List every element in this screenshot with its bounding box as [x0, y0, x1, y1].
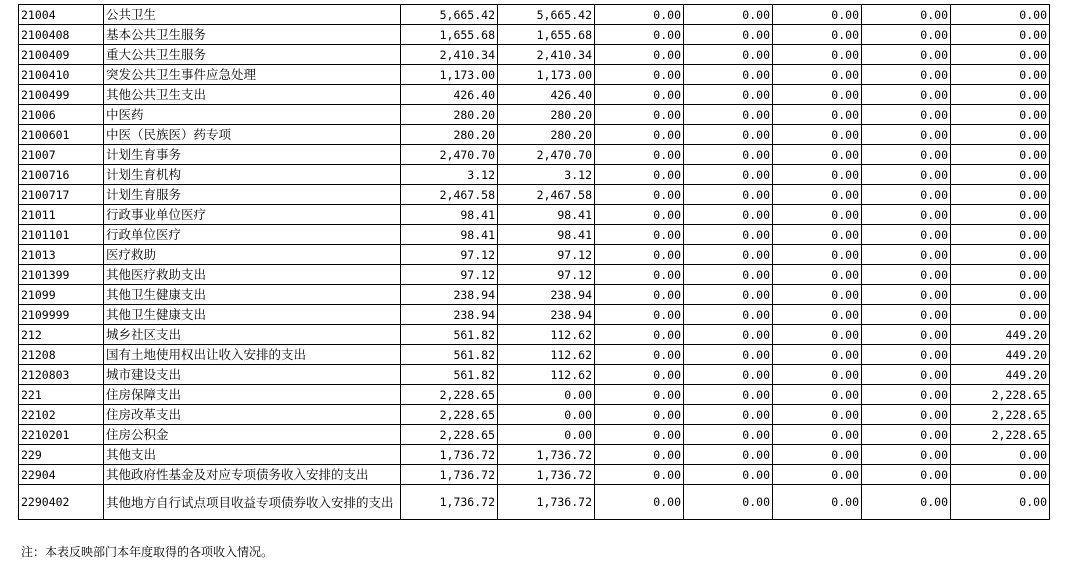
amount-cell: 0.00: [773, 25, 862, 45]
subject-code-cell: 2100499: [19, 85, 104, 105]
amount-cell: 0.00: [684, 185, 773, 205]
amount-cell: 2,467.58: [498, 185, 595, 205]
subject-code-cell: 21006: [19, 105, 104, 125]
amount-cell: 2,228.65: [951, 385, 1050, 405]
amount-cell: 0.00: [595, 345, 684, 365]
amount-cell: 0.00: [862, 125, 951, 145]
amount-cell: 0.00: [951, 165, 1050, 185]
amount-cell: 0.00: [595, 425, 684, 445]
table-row: [19, 185, 1050, 205]
amount-cell: 2,228.65: [951, 425, 1050, 445]
amount-cell: 0.00: [595, 125, 684, 145]
subject-code-cell: 2100409: [19, 45, 104, 65]
amount-cell: 0.00: [773, 105, 862, 125]
amount-cell: 0.00: [684, 105, 773, 125]
amount-cell: 0.00: [773, 145, 862, 165]
subject-code-cell: 21004: [19, 5, 104, 25]
amount-cell: 0.00: [773, 445, 862, 465]
amount-cell: 0.00: [595, 445, 684, 465]
amount-cell: 0.00: [684, 65, 773, 85]
subject-name-cell: 医疗救助: [104, 245, 401, 265]
amount-cell: 0.00: [684, 25, 773, 45]
amount-cell: 0.00: [684, 205, 773, 225]
amount-cell: 449.20: [951, 345, 1050, 365]
amount-cell: 280.20: [498, 125, 595, 145]
table-row: [19, 385, 1050, 405]
amount-cell: 2,228.65: [951, 405, 1050, 425]
amount-cell: 0.00: [595, 405, 684, 425]
table-body: [19, 5, 1050, 520]
amount-cell: 0.00: [951, 205, 1050, 225]
subject-code-cell: 22904: [19, 465, 104, 485]
amount-cell: 0.00: [773, 385, 862, 405]
amount-cell: 0.00: [595, 305, 684, 325]
table-row: [19, 225, 1050, 245]
amount-cell: 0.00: [684, 425, 773, 445]
amount-cell: 0.00: [862, 25, 951, 45]
amount-cell: 0.00: [684, 445, 773, 465]
amount-cell: 3.12: [401, 165, 498, 185]
amount-cell: 0.00: [595, 225, 684, 245]
amount-cell: 2,470.70: [401, 145, 498, 165]
amount-cell: 0.00: [773, 305, 862, 325]
amount-cell: 0.00: [862, 65, 951, 85]
subject-code-cell: 22102: [19, 405, 104, 425]
amount-cell: 0.00: [595, 85, 684, 105]
amount-cell: 0.00: [862, 85, 951, 105]
subject-name-cell: 突发公共卫生事件应急处理: [104, 65, 401, 85]
amount-cell: 0.00: [684, 45, 773, 65]
amount-cell: 426.40: [401, 85, 498, 105]
amount-cell: 0.00: [951, 305, 1050, 325]
amount-cell: 0.00: [595, 165, 684, 185]
amount-cell: 0.00: [595, 205, 684, 225]
amount-cell: 0.00: [951, 465, 1050, 485]
amount-cell: 238.94: [498, 305, 595, 325]
amount-cell: 1,736.72: [498, 485, 595, 520]
amount-cell: 0.00: [595, 65, 684, 85]
table-row: [19, 405, 1050, 425]
amount-cell: 112.62: [498, 345, 595, 365]
subject-name-cell: 计划生育机构: [104, 165, 401, 185]
amount-cell: 98.41: [498, 205, 595, 225]
amount-cell: 0.00: [862, 445, 951, 465]
amount-cell: 449.20: [951, 325, 1050, 345]
subject-name-cell: 行政单位医疗: [104, 225, 401, 245]
subject-code-cell: 2100601: [19, 125, 104, 145]
amount-cell: 0.00: [595, 465, 684, 485]
amount-cell: 0.00: [684, 145, 773, 165]
subject-code-cell: 2210201: [19, 425, 104, 445]
amount-cell: 0.00: [951, 265, 1050, 285]
subject-name-cell: 行政事业单位医疗: [104, 205, 401, 225]
amount-cell: 0.00: [595, 5, 684, 25]
subject-code-cell: 2101399: [19, 265, 104, 285]
subject-code-cell: 2120803: [19, 365, 104, 385]
amount-cell: 1,736.72: [401, 485, 498, 520]
amount-cell: 0.00: [498, 425, 595, 445]
table-row: [19, 305, 1050, 325]
table-row: [19, 425, 1050, 445]
amount-cell: 561.82: [401, 365, 498, 385]
amount-cell: 0.00: [684, 285, 773, 305]
amount-cell: 0.00: [773, 185, 862, 205]
amount-cell: 561.82: [401, 325, 498, 345]
amount-cell: 0.00: [951, 485, 1050, 520]
amount-cell: 0.00: [684, 365, 773, 385]
subject-name-cell: 其他医疗救助支出: [104, 265, 401, 285]
amount-cell: 0.00: [773, 65, 862, 85]
amount-cell: 0.00: [595, 285, 684, 305]
amount-cell: 0.00: [862, 265, 951, 285]
amount-cell: 2,228.65: [401, 385, 498, 405]
amount-cell: 2,228.65: [401, 425, 498, 445]
amount-cell: 0.00: [951, 185, 1050, 205]
amount-cell: 0.00: [773, 45, 862, 65]
amount-cell: 0.00: [684, 305, 773, 325]
amount-cell: 0.00: [862, 325, 951, 345]
amount-cell: 0.00: [684, 325, 773, 345]
amount-cell: 1,173.00: [401, 65, 498, 85]
subject-name-cell: 城市建设支出: [104, 365, 401, 385]
amount-cell: 98.41: [401, 205, 498, 225]
amount-cell: 0.00: [773, 265, 862, 285]
amount-cell: 0.00: [773, 205, 862, 225]
amount-cell: 0.00: [951, 45, 1050, 65]
amount-cell: 1,173.00: [498, 65, 595, 85]
amount-cell: 0.00: [862, 105, 951, 125]
amount-cell: 0.00: [951, 25, 1050, 45]
amount-cell: 0.00: [862, 145, 951, 165]
amount-cell: 5,665.42: [401, 5, 498, 25]
amount-cell: 0.00: [595, 45, 684, 65]
amount-cell: 2,467.58: [401, 185, 498, 205]
amount-cell: 0.00: [684, 265, 773, 285]
amount-cell: 97.12: [498, 245, 595, 265]
amount-cell: 2,410.34: [401, 45, 498, 65]
amount-cell: 0.00: [951, 225, 1050, 245]
subject-name-cell: 基本公共卫生服务: [104, 25, 401, 45]
subject-name-cell: 住房改革支出: [104, 405, 401, 425]
amount-cell: 0.00: [951, 125, 1050, 145]
amount-cell: 2,228.65: [401, 405, 498, 425]
amount-cell: 112.62: [498, 325, 595, 345]
amount-cell: 0.00: [773, 245, 862, 265]
subject-code-cell: 21013: [19, 245, 104, 265]
subject-code-cell: 2100716: [19, 165, 104, 185]
amount-cell: 0.00: [862, 45, 951, 65]
subject-code-cell: 2100717: [19, 185, 104, 205]
table-row: [19, 285, 1050, 305]
subject-name-cell: 其他政府性基金及对应专项债务收入安排的支出: [104, 465, 401, 485]
amount-cell: 2,470.70: [498, 145, 595, 165]
amount-cell: 0.00: [684, 125, 773, 145]
subject-code-cell: 229: [19, 445, 104, 465]
amount-cell: 3.12: [498, 165, 595, 185]
subject-code-cell: 21208: [19, 345, 104, 365]
amount-cell: 238.94: [401, 305, 498, 325]
subject-code-cell: 21007: [19, 145, 104, 165]
table-row: [19, 125, 1050, 145]
subject-name-cell: 中医（民族医）药专项: [104, 125, 401, 145]
amount-cell: 0.00: [773, 225, 862, 245]
subject-name-cell: 其他卫生健康支出: [104, 305, 401, 325]
amount-cell: 0.00: [684, 465, 773, 485]
amount-cell: 426.40: [498, 85, 595, 105]
amount-cell: 0.00: [951, 65, 1050, 85]
amount-cell: 0.00: [773, 345, 862, 365]
subject-name-cell: 其他公共卫生支出: [104, 85, 401, 105]
subject-name-cell: 其他地方自行试点项目收益专项债券收入安排的支出: [104, 485, 401, 520]
subject-name-cell: 重大公共卫生服务: [104, 45, 401, 65]
amount-cell: 1,655.68: [498, 25, 595, 45]
amount-cell: 0.00: [684, 345, 773, 365]
amount-cell: 97.12: [401, 245, 498, 265]
subject-name-cell: 国有土地使用权出让收入安排的支出: [104, 345, 401, 365]
table-row: [19, 45, 1050, 65]
amount-cell: 0.00: [684, 165, 773, 185]
amount-cell: 0.00: [498, 405, 595, 425]
subject-name-cell: 其他卫生健康支出: [104, 285, 401, 305]
amount-cell: 0.00: [595, 145, 684, 165]
amount-cell: 0.00: [773, 465, 862, 485]
amount-cell: 5,665.42: [498, 5, 595, 25]
table-footnote: 注：本表反映部门本年度取得的各项收入情况。: [21, 545, 274, 559]
table-row: [19, 445, 1050, 465]
subject-name-cell: 其他支出: [104, 445, 401, 465]
amount-cell: 97.12: [498, 265, 595, 285]
amount-cell: 0.00: [862, 465, 951, 485]
amount-cell: 0.00: [684, 245, 773, 265]
amount-cell: 112.62: [498, 365, 595, 385]
amount-cell: 0.00: [595, 25, 684, 45]
amount-cell: 449.20: [951, 365, 1050, 385]
amount-cell: 0.00: [684, 225, 773, 245]
amount-cell: 0.00: [773, 425, 862, 445]
amount-cell: 561.82: [401, 345, 498, 365]
amount-cell: 0.00: [773, 365, 862, 385]
table-row: [19, 145, 1050, 165]
income-table: [18, 4, 1050, 520]
amount-cell: 0.00: [862, 425, 951, 445]
amount-cell: 2,410.34: [498, 45, 595, 65]
amount-cell: 0.00: [951, 285, 1050, 305]
subject-code-cell: 21011: [19, 205, 104, 225]
table-row: [19, 325, 1050, 345]
subject-name-cell: 住房公积金: [104, 425, 401, 445]
subject-code-cell: 2100408: [19, 25, 104, 45]
table-row: [19, 65, 1050, 85]
amount-cell: 0.00: [773, 285, 862, 305]
amount-cell: 0.00: [862, 405, 951, 425]
amount-cell: 0.00: [684, 385, 773, 405]
amount-cell: 0.00: [951, 105, 1050, 125]
amount-cell: 98.41: [401, 225, 498, 245]
amount-cell: 1,736.72: [401, 445, 498, 465]
subject-code-cell: 2109999: [19, 305, 104, 325]
amount-cell: 1,736.72: [498, 465, 595, 485]
amount-cell: 0.00: [862, 205, 951, 225]
amount-cell: 280.20: [401, 105, 498, 125]
amount-cell: 280.20: [401, 125, 498, 145]
amount-cell: 0.00: [862, 385, 951, 405]
amount-cell: 0.00: [862, 285, 951, 305]
amount-cell: 1,736.72: [401, 465, 498, 485]
amount-cell: 0.00: [862, 305, 951, 325]
amount-cell: 0.00: [595, 245, 684, 265]
table-row: [19, 25, 1050, 45]
subject-code-cell: 212: [19, 325, 104, 345]
amount-cell: 0.00: [684, 85, 773, 105]
table-row: [19, 85, 1050, 105]
amount-cell: 0.00: [951, 445, 1050, 465]
table-row: [19, 345, 1050, 365]
table-row: [19, 165, 1050, 185]
amount-cell: 0.00: [773, 85, 862, 105]
amount-cell: 0.00: [773, 405, 862, 425]
subject-code-cell: 221: [19, 385, 104, 405]
amount-cell: 0.00: [862, 5, 951, 25]
amount-cell: 0.00: [862, 365, 951, 385]
amount-cell: 0.00: [951, 85, 1050, 105]
amount-cell: 1,655.68: [401, 25, 498, 45]
amount-cell: 1,736.72: [498, 445, 595, 465]
amount-cell: 0.00: [684, 485, 773, 520]
amount-cell: 97.12: [401, 265, 498, 285]
table-row: [19, 485, 1050, 520]
amount-cell: 0.00: [773, 5, 862, 25]
amount-cell: 0.00: [862, 345, 951, 365]
amount-cell: 0.00: [951, 5, 1050, 25]
amount-cell: 0.00: [773, 485, 862, 520]
amount-cell: 280.20: [498, 105, 595, 125]
table-row: [19, 205, 1050, 225]
amount-cell: 0.00: [595, 325, 684, 345]
subject-code-cell: 21099: [19, 285, 104, 305]
amount-cell: 0.00: [862, 245, 951, 265]
amount-cell: 0.00: [595, 485, 684, 520]
amount-cell: 238.94: [498, 285, 595, 305]
subject-name-cell: 中医药: [104, 105, 401, 125]
subject-name-cell: 公共卫生: [104, 5, 401, 25]
subject-name-cell: 住房保障支出: [104, 385, 401, 405]
table-row: [19, 245, 1050, 265]
amount-cell: 0.00: [498, 385, 595, 405]
subject-name-cell: 计划生育事务: [104, 145, 401, 165]
amount-cell: 0.00: [684, 405, 773, 425]
amount-cell: 0.00: [595, 265, 684, 285]
amount-cell: 0.00: [862, 485, 951, 520]
subject-name-cell: 城乡社区支出: [104, 325, 401, 345]
amount-cell: 0.00: [595, 365, 684, 385]
amount-cell: 0.00: [773, 165, 862, 185]
table-row: [19, 465, 1050, 485]
table-row: [19, 365, 1050, 385]
amount-cell: 0.00: [684, 5, 773, 25]
amount-cell: 0.00: [862, 165, 951, 185]
subject-name-cell: 计划生育服务: [104, 185, 401, 205]
amount-cell: 238.94: [401, 285, 498, 305]
amount-cell: 0.00: [951, 245, 1050, 265]
table-row: [19, 265, 1050, 285]
subject-code-cell: 2100410: [19, 65, 104, 85]
amount-cell: 0.00: [773, 325, 862, 345]
table-row: [19, 5, 1050, 25]
amount-cell: 0.00: [595, 105, 684, 125]
amount-cell: 0.00: [862, 185, 951, 205]
amount-cell: 0.00: [595, 185, 684, 205]
table-row: [19, 105, 1050, 125]
amount-cell: 98.41: [498, 225, 595, 245]
amount-cell: 0.00: [862, 225, 951, 245]
amount-cell: 0.00: [773, 125, 862, 145]
subject-code-cell: 2101101: [19, 225, 104, 245]
amount-cell: 0.00: [951, 145, 1050, 165]
subject-code-cell: 2290402: [19, 485, 104, 520]
amount-cell: 0.00: [595, 385, 684, 405]
